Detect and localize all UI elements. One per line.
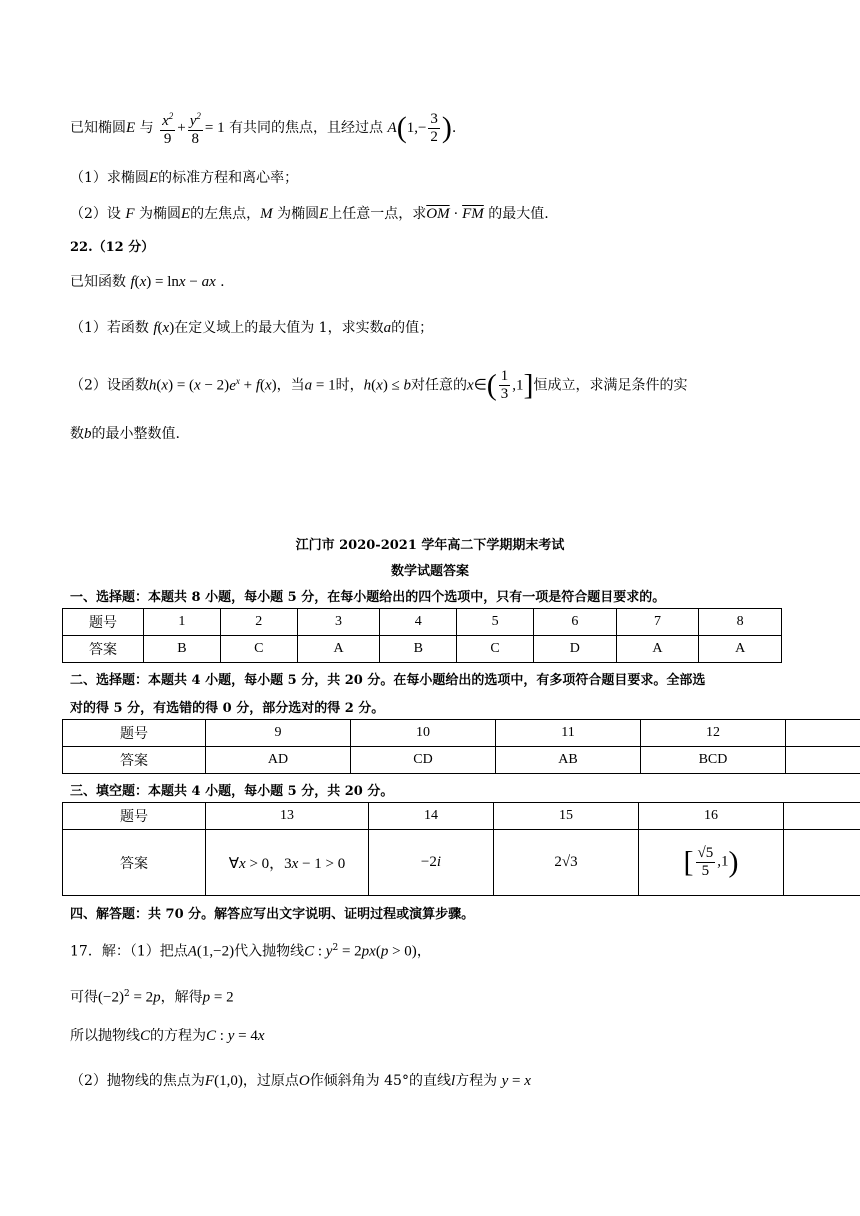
table-row: [63, 830, 860, 896]
cell-answer-14: −2i: [369, 830, 494, 896]
cell: 6: [534, 609, 617, 636]
cell: CD: [351, 747, 496, 774]
section-4-heading: 四、解答题：共 70 分。解答应写出文字说明、证明过程或演算步骤。: [70, 907, 475, 922]
answer-title: 江门市 2020-2021 学年高二下学期期末考试: [295, 538, 565, 553]
row-head: 答案: [63, 830, 206, 896]
section-3-heading: 三、填空题：本题共 4 小题，每小题 5 分，共 20 分。: [70, 784, 394, 799]
solution-17-line3: 所以抛物线C的方程为C : y = 4x: [70, 1028, 265, 1044]
q21-part1: （1）求椭圆E的标准方程和离心率；: [70, 170, 299, 186]
row-head: 题号: [63, 720, 206, 747]
solution-17-line2: 可得$(-2)^2 = 2p$，解得p = 2: [70, 989, 234, 1006]
cell: D: [534, 636, 617, 663]
cell: 13: [206, 803, 369, 830]
q22-intro: 已知函数 f(x) = lnx − ax .: [70, 274, 225, 290]
row-head: 答案: [63, 636, 144, 663]
q22-part2-cont: 数b的最小整数值.: [70, 426, 180, 442]
cell: A: [297, 636, 380, 663]
cell: A: [616, 636, 699, 663]
cell: 2: [220, 609, 297, 636]
cell: A: [699, 636, 782, 663]
cell: 9: [206, 720, 351, 747]
cell: BCD: [641, 747, 786, 774]
q22-header: 22.（12 分）: [70, 240, 155, 255]
row-head: 答案: [63, 747, 206, 774]
cell-answer-13: ∀x > 0，3x − 1 > 0: [206, 830, 369, 896]
cell: AD: [206, 747, 351, 774]
table-row: [63, 747, 860, 774]
cell: AB: [496, 747, 641, 774]
q21-part2: （2）设 F 为椭圆E的左焦点，M 为椭圆E上任意一点，求$\overline{OM} \cdot \overline{FM}$ 的最大值.: [70, 206, 549, 222]
table-row: [63, 803, 860, 830]
cell: C: [220, 636, 297, 663]
row-head: 题号: [63, 803, 206, 830]
cell-empty: [786, 747, 860, 774]
table-row: [63, 636, 782, 663]
section-2-heading-line1: 二、选择题：本题共 4 小题，每小题 5 分，共 20 分。在每小题给出的选项中，有多项符合题目要求。全部选: [70, 673, 706, 688]
cell-empty: [784, 830, 860, 896]
cell: 15: [494, 803, 639, 830]
solution-17-line1: 17．解：（1）把点A(1,−2)代入抛物线C : $y^2 = 2px(p > 0)$，: [70, 943, 431, 960]
cell: 7: [616, 609, 699, 636]
cell: 5: [457, 609, 534, 636]
answer-subtitle: 数学试题答案: [390, 564, 469, 579]
cell: C: [457, 636, 534, 663]
cell: 11: [496, 720, 641, 747]
table-row: [63, 609, 782, 636]
cell: 16: [639, 803, 784, 830]
q22-part1: （1）若函数 f(x)在定义域上的最大值为 1，求实数a的值；: [70, 320, 434, 336]
section-2-heading-line2: 对的得 5 分，有选错的得 0 分，部分选对的得 2 分。: [70, 701, 385, 716]
section-1-heading: 一、选择题：本题共 8 小题，每小题 5 分，在每小题给出的四个选项中，只有一项是符合题目要求的。: [70, 590, 666, 605]
cell: B: [380, 636, 457, 663]
q21-intro: 已知椭圆E 与 $\frac{x^2}{9}$ + $\frac{y^2}{8}$ = 1 有共同的焦点，且经过点 A(1,− $\frac{3}{2}$ ).: [70, 108, 456, 148]
q22-part2: （2）设函数$h(x) = (x - 2)e^x + f(x)$，当a = 1时，h(x) ≤ b对任意的x∈( $\frac{1}{3}$ ,1]恒成立，求满足条件的实: [70, 368, 688, 402]
cell-empty: [784, 803, 860, 830]
cell: 14: [369, 803, 494, 830]
cell: 1: [144, 609, 221, 636]
cell-empty: [786, 720, 860, 747]
cell-answer-16: [ $\frac{√5}{5}$ ,1): [639, 830, 784, 896]
cell: 10: [351, 720, 496, 747]
cell: 3: [297, 609, 380, 636]
row-head: 题号: [63, 609, 144, 636]
cell: 4: [380, 609, 457, 636]
table-choice: [62, 608, 782, 663]
table-fill-blank: [62, 802, 860, 896]
solution-17-line4: （2）抛物线的焦点为F(1,0)，过原点O作倾斜角为 45°的直线l方程为 y = x: [70, 1073, 531, 1089]
cell: 12: [641, 720, 786, 747]
table-multi-choice: [62, 719, 860, 774]
table-row: [63, 720, 860, 747]
cell-answer-15: 2√3: [494, 830, 639, 896]
cell: B: [144, 636, 221, 663]
cell: 8: [699, 609, 782, 636]
